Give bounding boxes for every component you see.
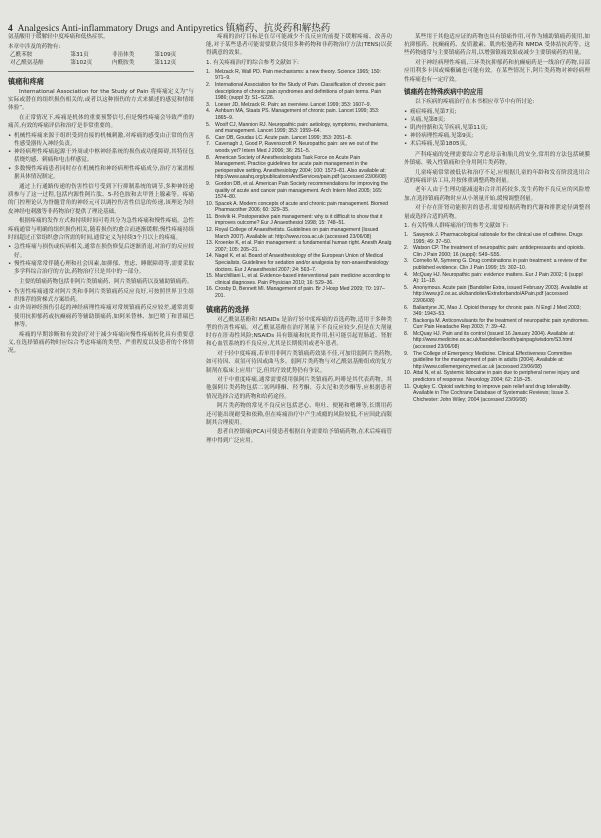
list-item: • 癌症疼痛,见第7页; bbox=[404, 108, 590, 116]
paragraph: 某些用于其他适应证的药物也具有镇痛作用,可作为辅助镇痛药使用,如抗抑郁药、抗癫痫药、皮质激素、肌肉松弛药和 NMDA 受体拮抗药等。这些药物通常与主要镇痛药合用,以增强镇痛效果或减少主要镇痛药的用量。 bbox=[404, 34, 590, 57]
reference-item: 6. Carr DB, Goudas LC. Acute pain. Lancet 1999; 353: 2051–8. bbox=[206, 134, 353, 141]
reference-item: 15. Marchilliani L, et al. Evidence-based interventional pain medicine according to clinical diagnoses. Pain Physician 2010; 16: 529–36. bbox=[206, 273, 391, 286]
paragraph: 对乙酰氨基酚和 NSAIDs 是治疗轻中度疼痛的首选药物,适用于多种类型的伤害性疼痛。对乙酰氨基酚在治疗剂量下不良反应较少,但是在大剂量时存在肝毒性风险;NSAIDs 具有镇痛和抗炎作用,但可能引起胃肠道、肾脏和心血管系统的不良反应,尤其是长期使用或老年患者。 bbox=[206, 316, 392, 348]
references-intro: 1. 有关疼痛治疗的综合参考文献如下: bbox=[206, 60, 299, 67]
reference-item: 3. Loeser JD, Melzack R. Pain: an overview. Lancet 1999; 353: 1607–9. bbox=[206, 101, 372, 108]
reference-item: 8. American Society of Anesthesiologists Task Force on Acute Pain Management. Practice guidelines for acute pain management in the perioperative setting. Anesthesiology 2004; 100: 1573–81. Also available at: http://www.asahq.org/publicationsAndServices/pain.pdf (accessed 23/06/08) bbox=[206, 154, 387, 181]
section-heading: 镇痛和疼痛 bbox=[8, 76, 44, 86]
drug-table bbox=[8, 52, 194, 67]
column-left bbox=[8, 33, 194, 357]
reference-item: 12. Royal College of Anaesthetists. Guidelines on pain management (Issued March 2007). Available at: http://www.rcoa.ac.uk (accessed 23/06/08) bbox=[206, 227, 379, 240]
paragraph: 产科疼痛的处理需要综合考虑母亲和胎儿的安全,常用的方法包括硬膜外镇痛、吸入性镇痛和全身用阿片类药物。 bbox=[404, 151, 590, 166]
reference-item: 2. International Association for the Study of Pain. Classification of chronic pain: descriptions of chronic pain syndromes and definitions of pain terms. Pain 1986; (suppl 3): S1–S226. bbox=[206, 82, 387, 102]
bullet-list bbox=[404, 108, 590, 149]
list-item: • 伤害性疼痛通常对阿片类和非阿片类镇痛药反应良好,可按照世界卫生组织推荐的阶梯式方案给药。 bbox=[8, 288, 194, 304]
paragraph: 对于中重度疼痛,通常需要使用强阿片类镇痛药,吗啡是其代表药物。其他强阿片类药物包括二氢吗啡酮、羟考酮、芬太尼和美沙酮等,应根据患者情况选择合适的药物和给药途径。 bbox=[206, 377, 392, 400]
section-heading: 镇痛药的选择 bbox=[206, 304, 250, 314]
reference-item: 13. Kroenke K, et al. Pain management: a fundamental human right. Anesth Analg 2007; 105: 205–21. bbox=[206, 240, 392, 253]
divider bbox=[8, 71, 194, 72]
reference-item: 11. Breivik H. Postoperative pain management: why is it difficult to show that it improves outcome? Eur J Anaesthesiol 1998; 15: 748–51. bbox=[206, 213, 383, 227]
table-cell: 第31页 bbox=[70, 52, 89, 59]
list-item: • 由外周神经损伤引起的神经病理性疼痛对常规镇痛药反应较差,通常需要使用抗抑郁药或抗癫痫药等辅助镇痛药,如阿米替林、加巴喷丁和普瑞巴林等。 bbox=[8, 304, 194, 329]
table-row bbox=[8, 60, 194, 68]
paragraph: 阿片类药物的常见不良反应包括恶心、呕吐、便秘和嗜睡等,长期用药还可能出现耐受和依赖,但在疼痛治疗中产生成瘾的风险较低,不应因此而限制其合理使用。 bbox=[206, 403, 392, 426]
paragraph: 本章中涉及的药物有: bbox=[8, 43, 61, 50]
table-cell: 乙酰苯胺 bbox=[10, 52, 33, 59]
reference-item: 8. McQuay HJ. Pain and its control (issued 16 January 2004). Available at: http://www.medicine.ox.ac.uk/bandolier/booth/painpag/wisdom/S3.html (accessed 23/06/08) bbox=[404, 330, 575, 351]
list-item: • 术后疼痛,见第1805页。 bbox=[404, 140, 590, 148]
paragraph: 根据疼痛的发作方式和持续时间可将其分为急性疼痛和慢性疼痛。急性疼痛通常与明确的组织损伤相关,随着损伤的愈合而逐渐缓解;慢性疼痛持续时间超过正常组织愈合所需的时间,通常定义为持续3个月以上的疼痛。 bbox=[8, 218, 194, 241]
running-header bbox=[8, 20, 330, 34]
reference-item: 2. Watson CP. The treatment of neuropathic pain: antidepressants and opioids. Clin J Pain 2000; 16 (suppl): S49–S55. bbox=[404, 245, 585, 258]
running-title: Analgesics Anti-inflammatory Drugs and Antipyretics 镇痛药、抗炎药和解热药 bbox=[17, 24, 331, 34]
bullet-list bbox=[8, 132, 194, 181]
list-item: • 急性疼痛与损伤或疾病相关,通常在损伤修复后逐渐消退,对治疗的反应较好。 bbox=[8, 243, 194, 259]
table-cell: 对乙酰氨基酚 bbox=[10, 60, 44, 66]
reference-item: 11. Quigley C. Opioid switching to improve pain relief and drug tolerability. Available in The Cochrane Database of Systematic Reviews; Issue 3. Chichester: John Wiley; 2004 (accessed 23/06/08) bbox=[404, 383, 571, 403]
table-row bbox=[8, 52, 194, 60]
reference-item: 14. Nagel K, et al. Board of Anaesthesiology of the European Union of Medical Specialists. Guidelines for sedation and/or analgesia by non-anaesthesiology doctors. Eur J Anaesthesiol 2007; 24: 563–7. bbox=[206, 253, 389, 273]
reference-list bbox=[206, 69, 392, 300]
list-item: • 肌肉骨骼和关节疾病,见第11页; bbox=[404, 124, 590, 132]
paragraph: 患者自控镇痛(PCA)可使患者根据自身需要给予镇痛药物,在术后疼痛管理中得到广泛应用。 bbox=[206, 429, 392, 444]
paragraph: 对于存在肝肾功能损害的患者,需要根据药物的代谢和排泄途径调整剂量或选择合适的药物。 bbox=[404, 205, 590, 220]
reference-item: 10. Attal N, et al. Systemic lidocaine in pain due to peripheral nerve injury and predictors of response. Neurology 2004; 62: 218–25. bbox=[404, 370, 580, 384]
section-heading: 镇痛药在特殊疾病中的应用 bbox=[404, 87, 484, 96]
reference-item: 7. Cavenagh J, Good P, Ravenscroft P. Neuropathic pain: are we out of the woods yet? Intern Med J 2006; 36: 251–5. bbox=[206, 141, 378, 154]
references-intro: 1. 有关特殊人群疼痛治疗的参考文献如下: bbox=[404, 223, 509, 230]
list-item: • 神经病理性疼痛起源于外周或中枢神经系统的损伤或功能障碍,其特征包括烧灼感、刺痛和电击样感觉。 bbox=[8, 148, 194, 164]
paragraph: 疼痛的早期诊断和有效治疗对于减少疼痛向慢性疼痛转化具有重要意义,在选择镇痛药物时应综合考虑疼痛的类型、严重程度以及患者的个体情况。 bbox=[8, 331, 194, 355]
paragraph: 对于神经病理性疼痛,三环类抗抑郁药和抗癫痫药是一线治疗药物,局部应用利多卡因或辣椒碱也可能有效。在某些情况下,阿片类药物对神经病理性疼痛也有一定疗效。 bbox=[404, 60, 590, 83]
paragraph: 通过上行通路传递的伤害性信号受到下行抑制系统的调节,多种神经递质参与了这一过程,包括内源性阿片肽、5-羟色胺和去甲肾上腺素等。疼痛的门控理论认为脊髓背角的神经元可以调控伤害性信息的传递,该理论为经皮神经电刺激等非药物治疗提供了理论基础。 bbox=[8, 184, 194, 215]
list-item: • 头痛,见第8页; bbox=[404, 116, 590, 124]
table-cell: 第109页 bbox=[154, 52, 177, 59]
paragraph: International Association for the Study of Pain 将疼痛定义为“与实际或潜在的组织损伤相关的,或者以这种损伤的方式来描述的感觉和情绪体验”。 bbox=[8, 88, 194, 112]
reference-item: 10. Spacek A. Modern concepts of acute and chronic pain management. Biomed Pharmacother 2006; 60: 329–35. bbox=[206, 200, 389, 214]
reference-item: 16. Crosby D, Bennett MI. Management of pain. Br J Hosp Med 2009; 70: 197–201. bbox=[206, 286, 385, 299]
paragraph: 在正常情况下,疼痛是机体的重要预警信号,但是慢性疼痛会导致严重的痛苦,有效的疼痛评估和治疗是非常重要的。 bbox=[8, 114, 194, 130]
paragraph: 对于轻中度疼痛,若单用非阿片类镇痛药效果不佳,可加用弱阿片类药物,如可待因、双氢可待因或曲马多。弱阿片类药物与对乙酰氨基酚组成的复方制剂在临床上应用广泛,但其疗效优势仍有争议。 bbox=[206, 351, 392, 374]
paragraph: 老年人由于生理功能减退和合并用药较多,发生药物不良反应的风险增加,在选择镇痛药物时应从小剂量开始,缓慢调整剂量。 bbox=[404, 187, 590, 202]
reference-item: 9. Gordon DB, et al. American Pain Society recommendations for improving the quality of acute and cancer pain management. Arch Intern Med 2005; 165: 1574–80. bbox=[206, 180, 388, 201]
page-number: 4 bbox=[8, 24, 13, 34]
reference-item: 5. Woolf CJ, Mannion RJ. Neuropathic pain: aetiology, symptoms, mechanisms, and management. Lancet 1999; 353: 1959–64. bbox=[206, 121, 389, 135]
list-item: • 慢性疼痛常常伴随心理和社会因素,如抑郁、焦虑、睡眠障碍等,需要采取多学科综合治疗的方法,药物治疗只是其中的一部分。 bbox=[8, 260, 194, 276]
paragraph: 氨基酸用于缓解轻中度疼痛和低热症状。 bbox=[8, 34, 109, 40]
reference-item: 1. Melzack R, Wall PD. Pain mechanisms: a new theory. Science 1965; 150: 971–9. bbox=[206, 68, 381, 82]
column-middle bbox=[206, 33, 392, 446]
reference-item: 3. Cornelio M, Symreng G. Drug combinations in pain treatment: a review of the published evidence. Clin J Pain 1999; 15: 302–10. bbox=[404, 258, 587, 271]
bullet-list bbox=[8, 243, 194, 276]
paragraph: 以下疾病的疼痛治疗在本书相应章节中有所讨论: bbox=[415, 98, 535, 105]
list-item: • 多数慢性疼痛患者同时存在机械性和神经病理性疼痛成分,治疗方案需根据具体情况制定。 bbox=[8, 165, 194, 181]
paragraph: 儿童疼痛常常被低估和治疗不足,应根据儿童的年龄和发育阶段选用合适的疼痛评估工具,并按体重调整药物剂量。 bbox=[404, 169, 590, 184]
reference-item: 1. Sawynok J. Pharmacological rationale for the clinical use of caffeine. Drugs 1995; 49: 37–50. bbox=[404, 231, 583, 245]
table-cell: 第102页 bbox=[70, 60, 93, 66]
bullet-list bbox=[8, 288, 194, 329]
table-cell: 内酰胺类 bbox=[111, 60, 135, 66]
reference-item: 7. Backonja M. Anticonvulsants for the treatment of neuropathic pain syndromes. Curr Pain Headache Rep 2003; 7: 39–42. bbox=[404, 317, 590, 331]
reference-list bbox=[404, 232, 590, 403]
reference-item: 4. McQuay HJ. Neuropathic pain: evidence matters. Eur J Pain 2002; 6 (suppl A): 11–18. bbox=[404, 271, 583, 285]
table-cell: 非甾体类 bbox=[111, 52, 135, 59]
table-cell: 第112页 bbox=[154, 60, 177, 66]
reference-item: 6. Ballantyne JC, Mao J. Opioid therapy for chronic pain. N Engl J Med 2003; 349: 1943–53. bbox=[404, 304, 581, 318]
reference-item: 5. Anonymous. Acute pain (Bandolier Extra, issued February 2003). Available at: http://www.jr2.ox.ac.uk/bandolier/Extraforbando/APain.pdf (accessed 23/06/08) bbox=[404, 284, 589, 304]
reference-item: 9. The College of Emergency Medicine. Clinical Effectiveness Committee guideline for the management of pain in adults (2004). Available at: http://www.collemergencymed.ac.uk (accessed 23/06/08) bbox=[404, 350, 573, 370]
paragraph: 主要的镇痛药物包括非阿片类镇痛药、阿片类镇痛药以及辅助镇痛药。 bbox=[19, 279, 193, 286]
paragraph: 疼痛的治疗目标是在尽可能减少不良反应的前提下缓解疼痛、改善功能,对于某些患者可能需要联合使用多种药物和非药物治疗方法(TENS)以获得满意的效果。 bbox=[206, 34, 392, 57]
reference-item: 4. Ashburn MA, Staats PS. Management of chronic pain. Lancet 1999; 353: 1865–9. bbox=[206, 108, 380, 121]
list-item: • 神经病理性疼痛,见第9页; bbox=[404, 132, 590, 140]
list-item: • 机械性疼痛来源于组织受到直接的机械刺激,对疼痛的感受由正常的伤害性感受器传入神经负责。 bbox=[8, 132, 194, 148]
column-right bbox=[404, 33, 590, 405]
